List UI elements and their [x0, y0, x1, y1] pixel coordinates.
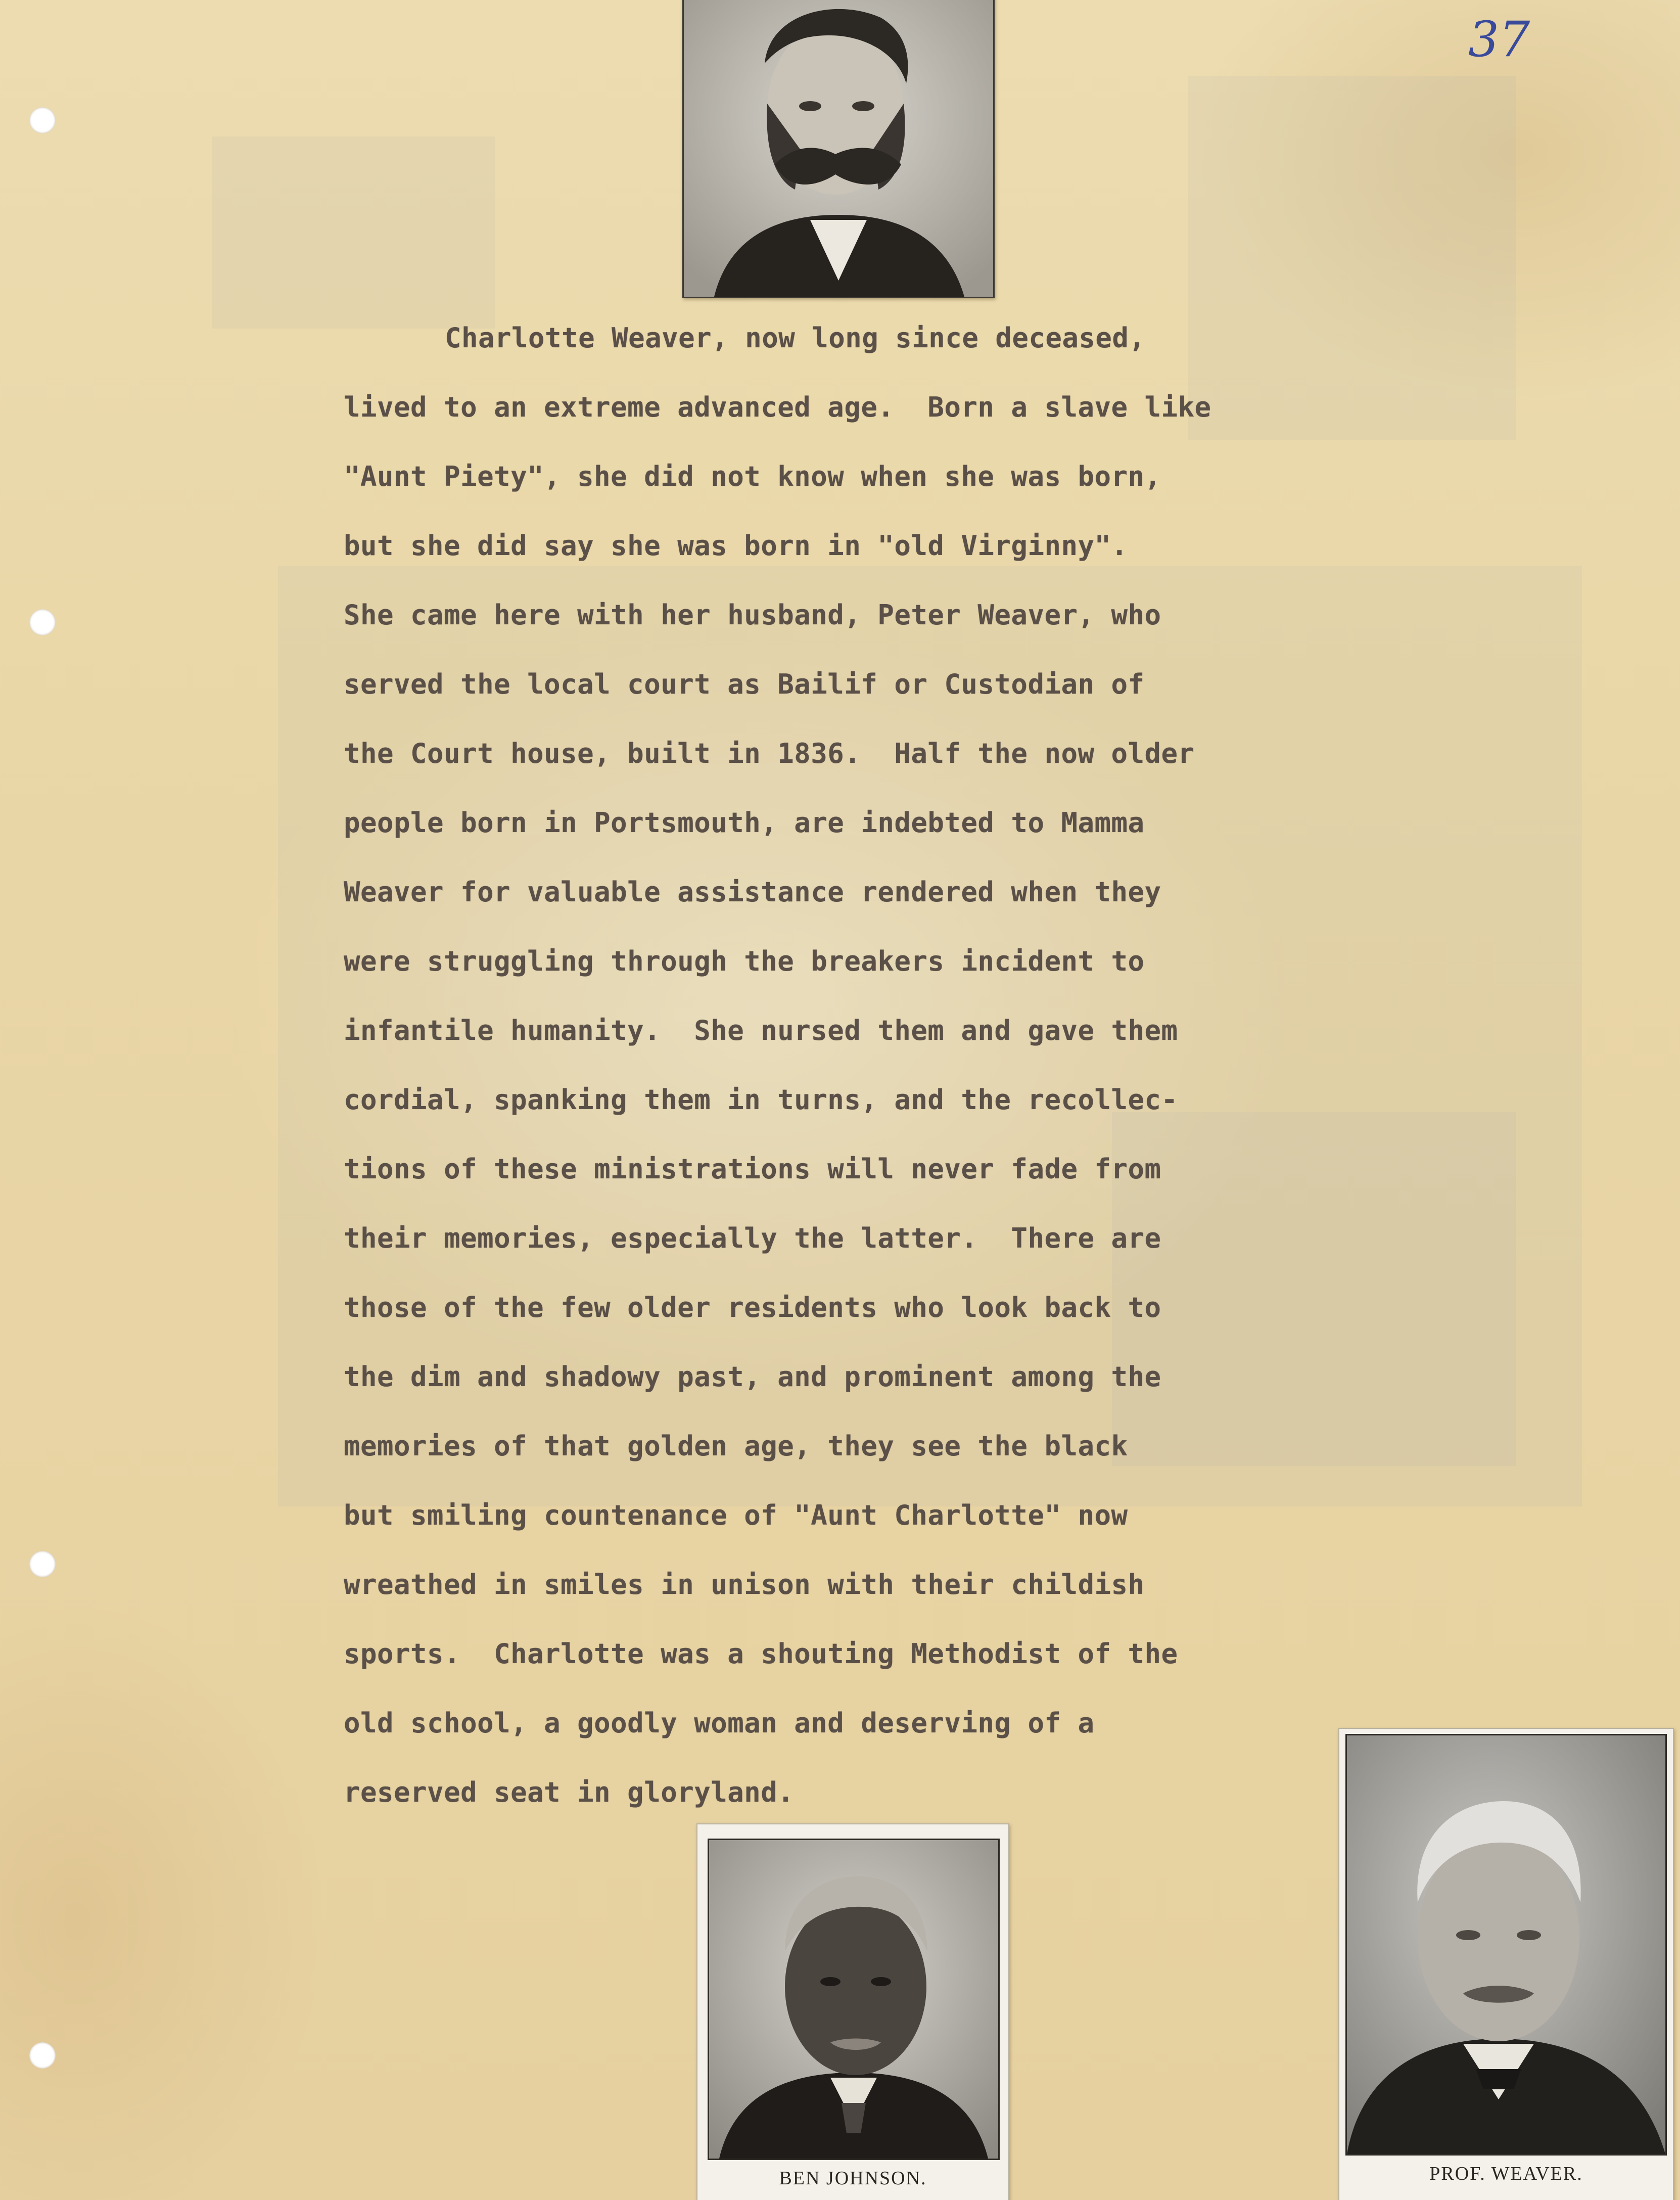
text-line: sports. Charlotte was a shouting Methodist of the [344, 1638, 1178, 1670]
text-line: people born in Portsmouth, are indebted to Mamma [344, 807, 1145, 839]
portrait-photo-icon [709, 1840, 998, 2159]
text-line: served the local court as Bailif or Custodian of [344, 668, 1145, 700]
text-line: their memories, especially the latter. There are [344, 1222, 1161, 1254]
text-line: lived to an extreme advanced age. Born a slave like [344, 391, 1211, 423]
text-line: tions of these ministrations will never fade from [344, 1153, 1161, 1185]
page-number: 37 [1468, 11, 1530, 68]
top-portrait-photo [682, 0, 995, 298]
text-line: but smiling countenance of "Aunt Charlotte" now [344, 1499, 1128, 1531]
binder-hole [29, 2042, 56, 2069]
portrait-photo-icon [1347, 1735, 1665, 2154]
prof-weaver-clipping [1338, 1728, 1674, 2200]
prof-weaver-portrait [1345, 1734, 1667, 2156]
text-line: cordial, spanking them in turns, and the recollec- [344, 1084, 1178, 1116]
text-line: those of the few older residents who look back to [344, 1292, 1161, 1323]
text-line: the Court house, built in 1836. Half the now older [344, 738, 1195, 769]
text-line: reserved seat in gloryland. [344, 1776, 795, 1808]
ben-johnson-caption: BEN JOHNSON. [779, 2168, 927, 2189]
text-line: memories of that golden age, they see the black [344, 1430, 1128, 1462]
text-line: old school, a goodly woman and deserving of a [344, 1707, 1095, 1739]
text-line: but she did say she was born in "old Virginny". [344, 530, 1128, 562]
text-line: were struggling through the breakers incident to [344, 945, 1145, 977]
binder-hole [29, 107, 56, 133]
text-line: wreathed in smiles in unison with their childish [344, 1569, 1145, 1600]
text-line: infantile humanity. She nursed them and gave them [344, 1015, 1178, 1046]
portrait-photo-icon [684, 0, 993, 297]
typed-paragraph [344, 303, 1476, 1827]
binder-hole [29, 609, 56, 635]
text-line: Weaver for valuable assistance rendered when they [344, 876, 1161, 908]
text-line: Charlotte Weaver, now long since deceased, [445, 322, 1146, 354]
ben-johnson-portrait [708, 1839, 1000, 2160]
bleed-through-shadow [212, 136, 495, 329]
text-line: the dim and shadowy past, and prominent among the [344, 1361, 1161, 1393]
binder-hole [29, 1551, 56, 1577]
ben-johnson-clipping [696, 1823, 1009, 2200]
text-line: She came here with her husband, Peter Weaver, who [344, 599, 1161, 631]
prof-weaver-caption: PROF. WEAVER. [1429, 2163, 1583, 2184]
text-line: "Aunt Piety", she did not know when she was born, [344, 461, 1161, 492]
